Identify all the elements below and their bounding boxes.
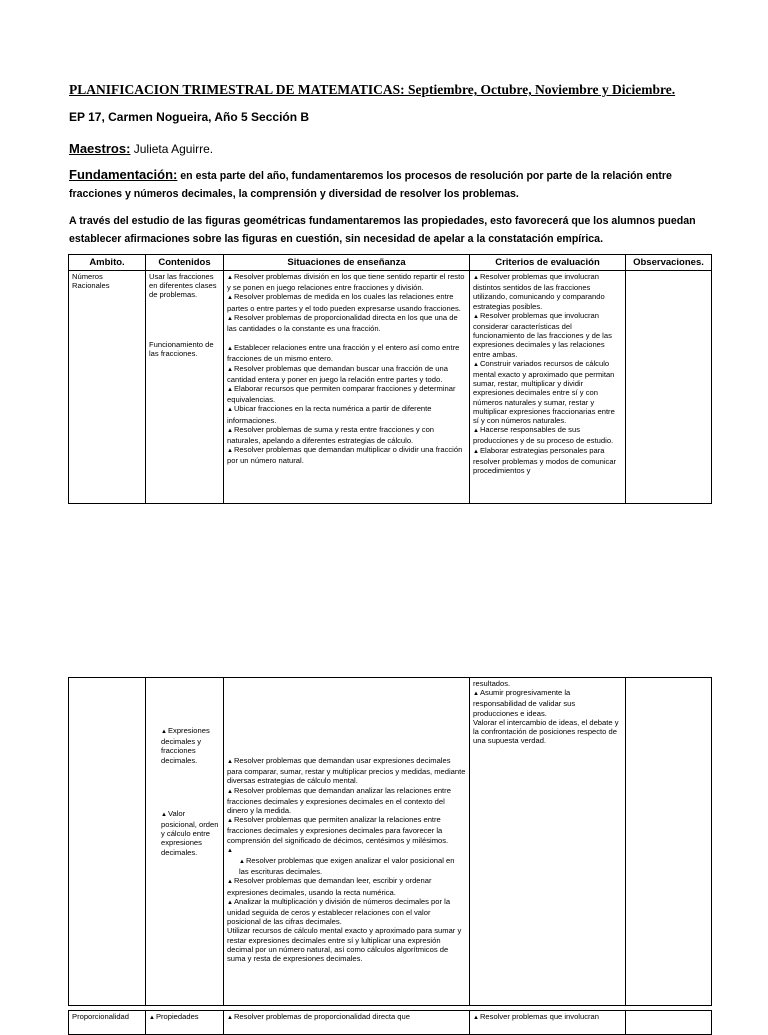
contenido-item: Funcionamiento de las fracciones. (149, 339, 214, 358)
bullet-triangle-icon: ▲ (227, 366, 233, 373)
cell-criterios: ▲Resolver problemas que involucran (470, 1011, 626, 1035)
situacion-item: ▲Resolver problemas que demandan leer, escribir y ordenar expresiones decimales, usando la recta numérica. (227, 876, 432, 897)
planning-table (68, 254, 712, 504)
cell-criterios (470, 271, 626, 504)
planning-table-continued (68, 677, 712, 1006)
table-header-row (69, 255, 712, 271)
table-row (69, 678, 712, 1006)
criterio-item: ▲Elaborar estrategias personales para resolver problemas y modos de comunicar procedimientos y (473, 445, 617, 476)
bullet-triangle-icon: ▲ (227, 407, 233, 414)
cell-observaciones (626, 271, 712, 504)
bullet-triangle-icon: ▲ (227, 427, 233, 434)
situacion-item: ▲Elaborar recursos que permiten comparar fracciones y determinar equivalencias. (227, 384, 456, 405)
situacion-item: ▲Resolver problemas que demandan usar expresiones decimales para comparar, sumar, restar y multiplicar precios y medidas, mediante diversas estrategias de cálculo mental. (227, 756, 466, 786)
bullet-triangle-icon: ▲ (473, 313, 479, 320)
header-observaciones: Observaciones. (626, 255, 712, 271)
bullet-triangle-icon: ▲ (473, 361, 479, 368)
cell-contenidos: ▲Propiedades (146, 1011, 224, 1035)
bullet-triangle-icon: ▲ (149, 1015, 155, 1021)
criterio-item: ▲Asumir progresivamente la responsabilidad de validar sus producciones e ideas. (473, 688, 576, 718)
bullet-triangle-icon: ▲ (227, 295, 233, 302)
cell-criterios (470, 678, 626, 1006)
situacion-item: ▲Resolver problemas de proporcionalidad directa en los que una de las cantidades o la constante es una fracción. (227, 312, 458, 334)
school-info: EP 17, Carmen Nogueira, Año 5 Sección B (69, 110, 310, 124)
table-row (69, 1011, 712, 1035)
cell-situaciones (224, 271, 470, 504)
cell-contenidos (146, 678, 224, 1006)
cell-ambito: Números Racionales (69, 271, 146, 504)
bullet-triangle-icon: ▲ (473, 448, 479, 455)
bullet-triangle-icon: ▲ (227, 899, 233, 906)
bullet-triangle-icon: ▲ (473, 691, 479, 698)
criterio-item: ▲Resolver problemas que involucran considerar características del funcionamiento de las fracciones y de las expresiones decimales y las relaciones entre ambas. (473, 310, 612, 359)
fundamentacion-text: en esta parte del año, fundamentaremos los procesos de resolución por parte de la relación entre fracciones y números decimales, la comprensión y diversidad de resolver los problemas. (69, 170, 672, 200)
bullet-triangle-icon: ▲ (227, 387, 233, 394)
contenido-item: ▲Valor posicional, orden y cálculo entre expresiones decimales. (161, 808, 219, 857)
criterio-item: Valorar el intercambio de ideas, el debate y la confrontación de posiciones respecto de una supuesta verdad. (473, 717, 619, 746)
geometry-paragraph: A través del estudio de las figuras geométricas fundamentaremos las propiedades, esto favorecerá que los alumnos puedan establecer afirmaciones sobre las figuras en cuestión, sin necesidad de apelar a la constatación empírica. (69, 215, 696, 245)
cell-ambito (69, 678, 146, 1006)
bullet-triangle-icon: ▲ (473, 275, 479, 281)
criterio-item: ▲Hacerse responsables de sus producciones y de su proceso de estudio. (473, 425, 614, 446)
teachers-value: Julieta Aguirre. (130, 142, 214, 156)
fundamentacion-paragraph (69, 166, 709, 203)
cell-ambito: Proporcionalidad (69, 1011, 146, 1035)
fundamentacion-label: Fundamentación: (69, 167, 178, 182)
bullet-triangle-icon: ▲ (473, 428, 479, 435)
bullet-triangle-icon: ▲ (227, 448, 233, 455)
teachers-label: Maestros: (69, 141, 131, 156)
situacion-item: ▲Resolver problemas que exigen analizar el valor posicional en las escrituras decimales. (239, 856, 455, 877)
situacion-item (227, 845, 466, 856)
bullet-triangle-icon: ▲ (227, 315, 233, 322)
bullet-triangle-icon: ▲ (227, 847, 233, 854)
situacion-item: ▲Resolver problemas que demandan analizar las relaciones entre fracciones decimales y expresiones decimales en el contexto del dinero y la medida. (227, 785, 451, 816)
bullet-triangle-icon: ▲ (227, 1015, 233, 1021)
bullet-triangle-icon: ▲ (239, 859, 245, 866)
criterio-item: resultados. (473, 679, 511, 688)
page-title: PLANIFICACION TRIMESTRAL DE MATEMATICAS: Septiembre, Octubre, Noviembre y Diciembre. (69, 82, 676, 97)
bullet-triangle-icon: ▲ (161, 729, 167, 735)
criterio-item: ▲Construir variados recursos de cálculo mental exacto y aproximado que permitan sumar, restar, multiplicar y dividir expresiones decimales entre sí y con números naturales y sumar, restar y multiplicar expresiones fraccionarias entre sí y con números naturales. (473, 358, 615, 426)
header-ambito: Ambito. (69, 255, 146, 271)
criterio-item: ▲Resolver problemas que involucran distintos sentidos de las fracciones utilizando, comunicando y comparando estrategias posibles. (473, 272, 605, 311)
situacion-item: ▲Resolver problemas división en los que tiene sentido repartir el resto y se ponen en juego relaciones entre fracciones y división. (227, 272, 465, 293)
bullet-triangle-icon: ▲ (227, 879, 233, 886)
bullet-triangle-icon: ▲ (227, 818, 233, 825)
bullet-triangle-icon: ▲ (227, 275, 233, 281)
cell-contenidos (146, 271, 224, 504)
situacion-item: ▲Analizar la multiplicación y división de números decimales por la unidad seguida de ceros y establecer relaciones con el valor posicional de las cifras decimales. (227, 896, 451, 927)
header-contenidos: Contenidos (146, 255, 224, 271)
bullet-triangle-icon: ▲ (227, 346, 233, 353)
bullet-triangle-icon: ▲ (227, 759, 233, 765)
table-row (69, 271, 712, 504)
planning-table-cutoff (68, 1010, 712, 1035)
situacion-item: ▲Resolver problemas que demandan buscar una fracción de una cantidad entera y poner en juego la relación entre partes y todo. (227, 363, 448, 384)
bullet-triangle-icon: ▲ (227, 788, 233, 795)
situacion-item: ▲Resolver problemas que permiten analizar la relaciones entre fracciones decimales y expresiones decimales para favorecer la comprensión del significado de décimos, centésimos y milésimos. (227, 815, 449, 845)
header-criterios: Criterios de evaluación (470, 255, 626, 271)
cell-situaciones (224, 678, 470, 1006)
bullet-triangle-icon: ▲ (161, 811, 167, 818)
situacion-item: Utilizar recursos de cálculo mental exacto y aproximado para sumar y restar expresiones decimales entre sí y lultiplicar una expresión decimal por un número natural, así como cálculos algorítmicos de suma y resta de expresiones decimales. (227, 926, 462, 964)
situacion-item: ▲Ubicar fracciones en la recta numérica a partir de diferente informaciones. (227, 404, 432, 425)
contenido-item: Usar las fracciones en diferentes clases de problemas. (149, 272, 217, 300)
teachers-line (69, 141, 213, 156)
header-situaciones: Situaciones de enseñanza (224, 255, 470, 271)
situacion-item: ▲Resolver problemas de medida en los cuales las relaciones entre partes o entre partes y el todo pueden expresarse usando fracciones. (227, 292, 461, 313)
situacion-item: ▲Establecer relaciones entre una fracción y el entero así como entre fracciones de un mismo entero. (227, 343, 460, 364)
cell-situaciones: ▲Resolver problemas de proporcionalidad directa que (224, 1011, 470, 1035)
contenido-item: ▲Expresiones decimales y fracciones decimales. (161, 726, 210, 765)
cell-observaciones (626, 678, 712, 1006)
cell-observaciones (626, 1011, 712, 1035)
situacion-item: ▲Resolver problemas de suma y resta entre fracciones y con naturales, apelando a diferentes estrategias de cálculo. (227, 424, 435, 446)
situacion-item: ▲Resolver problemas que demandan multiplicar o dividir una fracción por un número natural. (227, 445, 463, 466)
bullet-triangle-icon: ▲ (473, 1015, 479, 1021)
